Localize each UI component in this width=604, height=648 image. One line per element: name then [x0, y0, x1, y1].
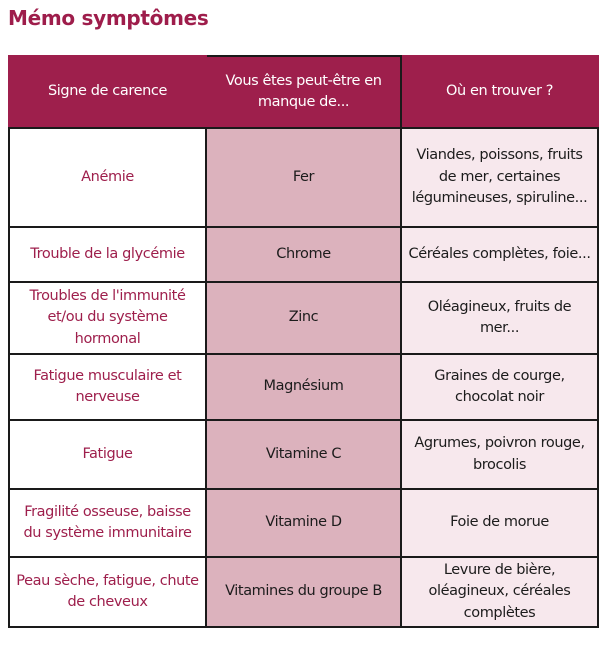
cell-source: Agrumes, poivron rouge, brocolis — [401, 420, 598, 489]
table-row — [9, 227, 598, 282]
cell-source: Levure de bière, oléagineux, céréales complètes — [401, 557, 598, 627]
table-header — [9, 56, 598, 128]
cell-sign: Anémie — [9, 128, 206, 227]
cell-sign: Troubles de l'immunité et/ou du système hormonal — [9, 282, 206, 354]
cell-sign: Fatigue — [9, 420, 206, 489]
cell-nutrient: Magnésium — [206, 354, 401, 420]
header-nutrient: Vous êtes peut-être en manque de... — [206, 56, 401, 128]
table-row — [9, 282, 598, 354]
table-body — [9, 128, 598, 627]
table-row — [9, 557, 598, 627]
table-row — [9, 489, 598, 557]
header-source: Où en trouver ? — [401, 56, 598, 128]
cell-source: Foie de morue — [401, 489, 598, 557]
table-row — [9, 128, 598, 227]
cell-nutrient: Chrome — [206, 227, 401, 282]
cell-nutrient: Vitamines du groupe B — [206, 557, 401, 627]
cell-nutrient: Vitamine D — [206, 489, 401, 557]
cell-source: Céréales complètes, foie... — [401, 227, 598, 282]
page-title: Mémo symptômes — [8, 6, 209, 30]
cell-source: Viandes, poissons, fruits de mer, certaines légumineuses, spiruline... — [401, 128, 598, 227]
cell-sign: Trouble de la glycémie — [9, 227, 206, 282]
table-row — [9, 354, 598, 420]
header-sign: Signe de carence — [9, 56, 206, 128]
cell-source: Oléagineux, fruits de mer... — [401, 282, 598, 354]
cell-source: Graines de courge, chocolat noir — [401, 354, 598, 420]
cell-sign: Peau sèche, fatigue, chute de cheveux — [9, 557, 206, 627]
header-row — [9, 56, 598, 128]
table-row — [9, 420, 598, 489]
cell-nutrient: Fer — [206, 128, 401, 227]
cell-nutrient: Vitamine C — [206, 420, 401, 489]
cell-sign: Fragilité osseuse, baisse du système immunitaire — [9, 489, 206, 557]
symptoms-table — [8, 55, 599, 628]
cell-nutrient: Zinc — [206, 282, 401, 354]
cell-sign: Fatigue musculaire et nerveuse — [9, 354, 206, 420]
